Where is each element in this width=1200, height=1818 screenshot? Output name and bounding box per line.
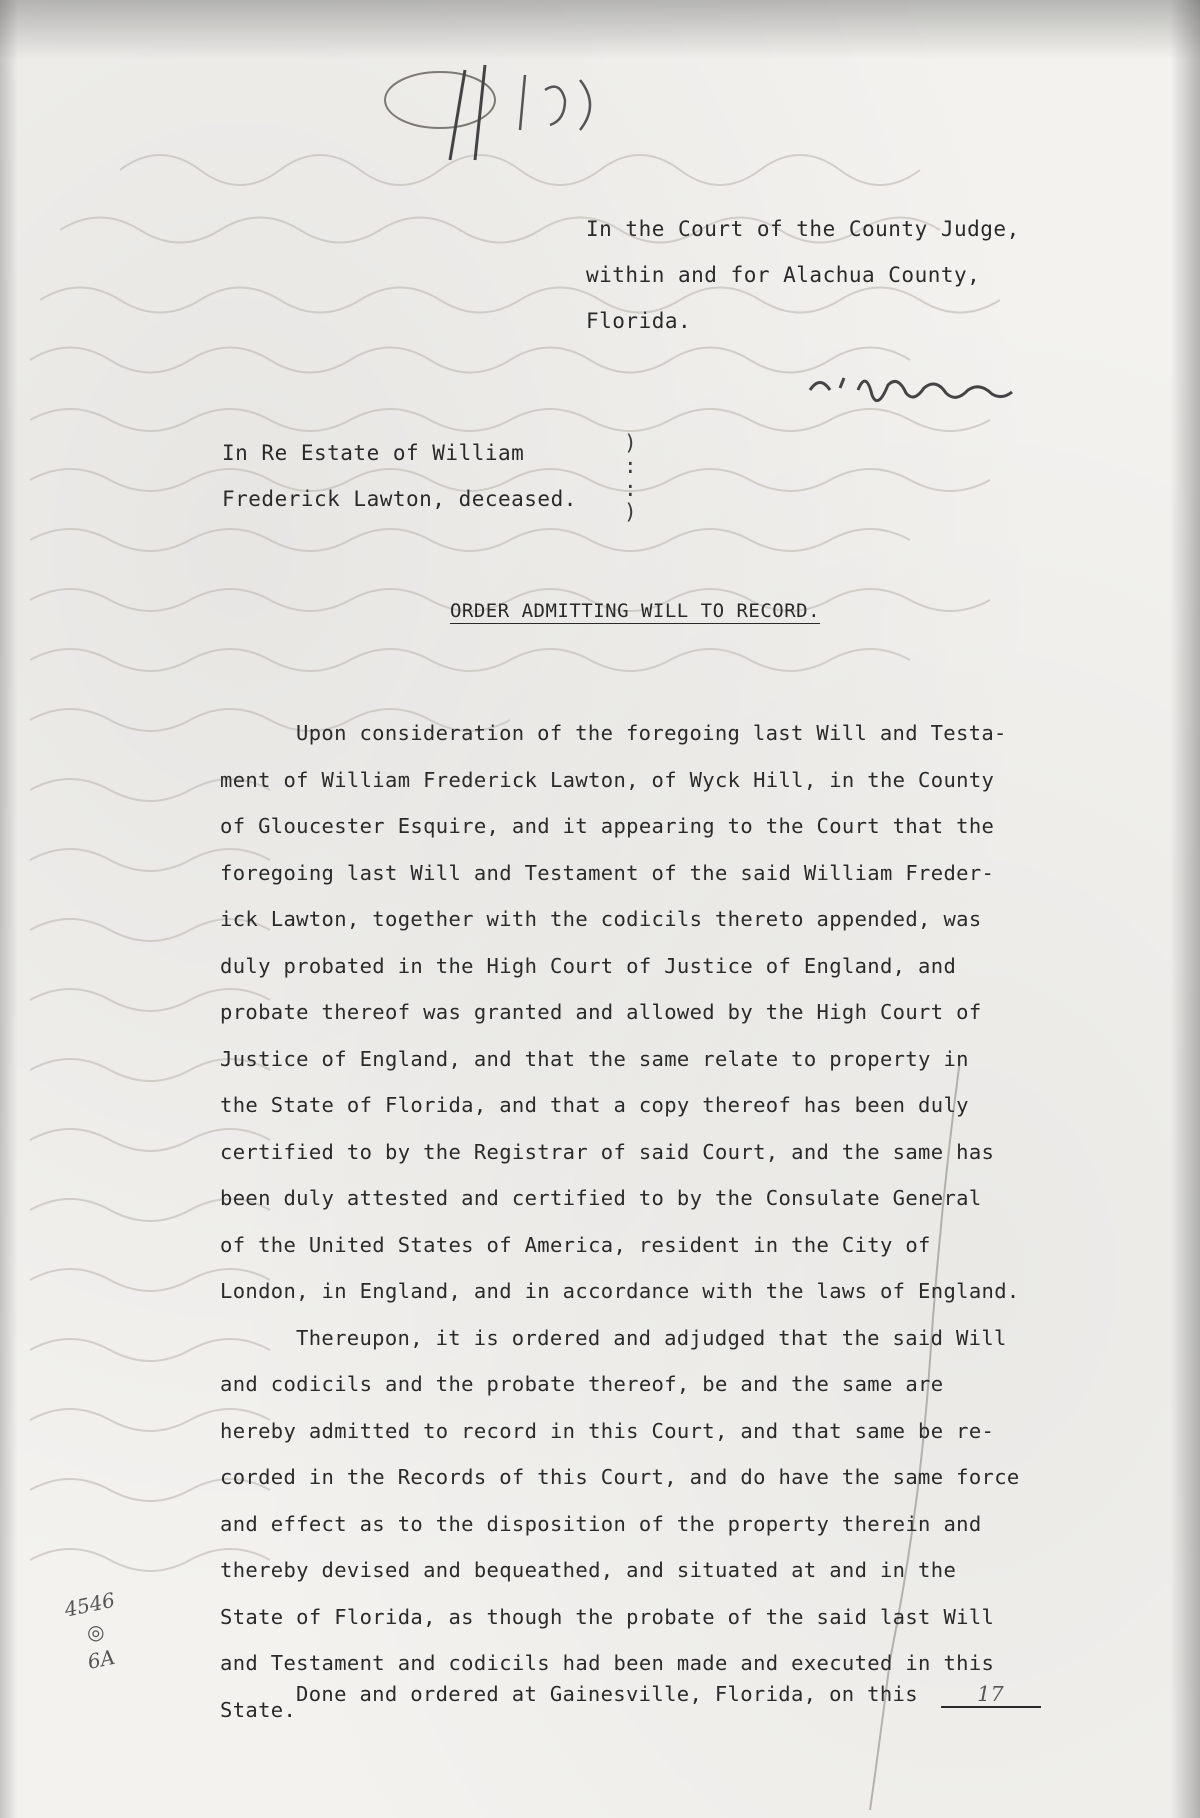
body-line: State of Florida, as though the probate of the said last Will	[220, 1604, 995, 1629]
margin-note-line-2: 6A	[85, 1644, 118, 1674]
handwritten-signature-scrawl	[800, 360, 1080, 410]
body-line: Thereupon, it is ordered and adjudged that the said Will	[296, 1325, 1007, 1350]
body-line: duly probated in the High Court of Justice of England, and	[220, 953, 957, 978]
body-line: ment of William Frederick Lawton, of Wyck Hill, in the County	[220, 767, 995, 792]
body-line: thereby devised and bequeathed, and situated at and in the	[220, 1558, 957, 1582]
body-line: State.	[220, 1697, 297, 1722]
margin-note-line-1: 4546	[62, 1587, 118, 1622]
closing-line	[296, 1682, 1041, 1708]
case-caption-line-1: In Re Estate of William	[222, 441, 525, 465]
caption-bracket: ) : : )	[624, 431, 637, 524]
body-line: and Testament and codicils had been made and executed in this	[220, 1651, 995, 1675]
body-line: been duly attested and certified to by the Consulate General	[220, 1186, 982, 1210]
body-line: and effect as to the disposition of the property therein and	[220, 1511, 982, 1536]
body-line: London, in England, and in accordance with the laws of England.	[220, 1279, 1020, 1303]
body-line: and codicils and the probate thereof, be and the same are	[220, 1372, 944, 1396]
body-line: Justice of England, and that the same relate to property in	[220, 1046, 969, 1071]
handwritten-mark-top	[350, 60, 630, 170]
body-line: Upon consideration of the foregoing last Will and Testa-	[296, 721, 1007, 745]
court-heading-line-1: In the Court of the County Judge,	[586, 217, 1020, 241]
body-line: certified to by the Registrar of said Court, and the same has	[220, 1139, 995, 1164]
body-line: of Gloucester Esquire, and it appearing to the Court that the	[220, 814, 995, 838]
court-heading-line-3: Florida.	[586, 309, 692, 333]
closing-text: Done and ordered at Gainesville, Florida, on this	[296, 1682, 918, 1706]
body-line: ick Lawton, together with the codicils thereto appended, was	[220, 907, 982, 931]
order-body	[220, 710, 1120, 1733]
document-title: ORDER ADMITTING WILL TO RECORD.	[449, 600, 821, 622]
case-caption	[222, 430, 577, 522]
closing-day: 17	[941, 1682, 1041, 1708]
body-line: the State of Florida, and that a copy thereof has been duly	[220, 1093, 969, 1117]
body-line: of the United States of America, resident in the City of	[220, 1232, 931, 1257]
margin-note-circle-icon: ◎	[84, 1618, 107, 1646]
court-heading-line-2: within and for Alachua County,	[586, 263, 981, 287]
body-line: hereby admitted to record in this Court, and that same be re-	[220, 1418, 995, 1443]
body-line: probate thereof was granted and allowed by the High Court of	[220, 1000, 982, 1024]
case-caption-line-2: Frederick Lawton, deceased.	[222, 487, 577, 511]
court-heading	[586, 206, 1020, 344]
body-line: foregoing last Will and Testament of the said William Freder-	[220, 860, 995, 885]
body-line: corded in the Records of this Court, and do have the same force	[220, 1465, 1020, 1489]
